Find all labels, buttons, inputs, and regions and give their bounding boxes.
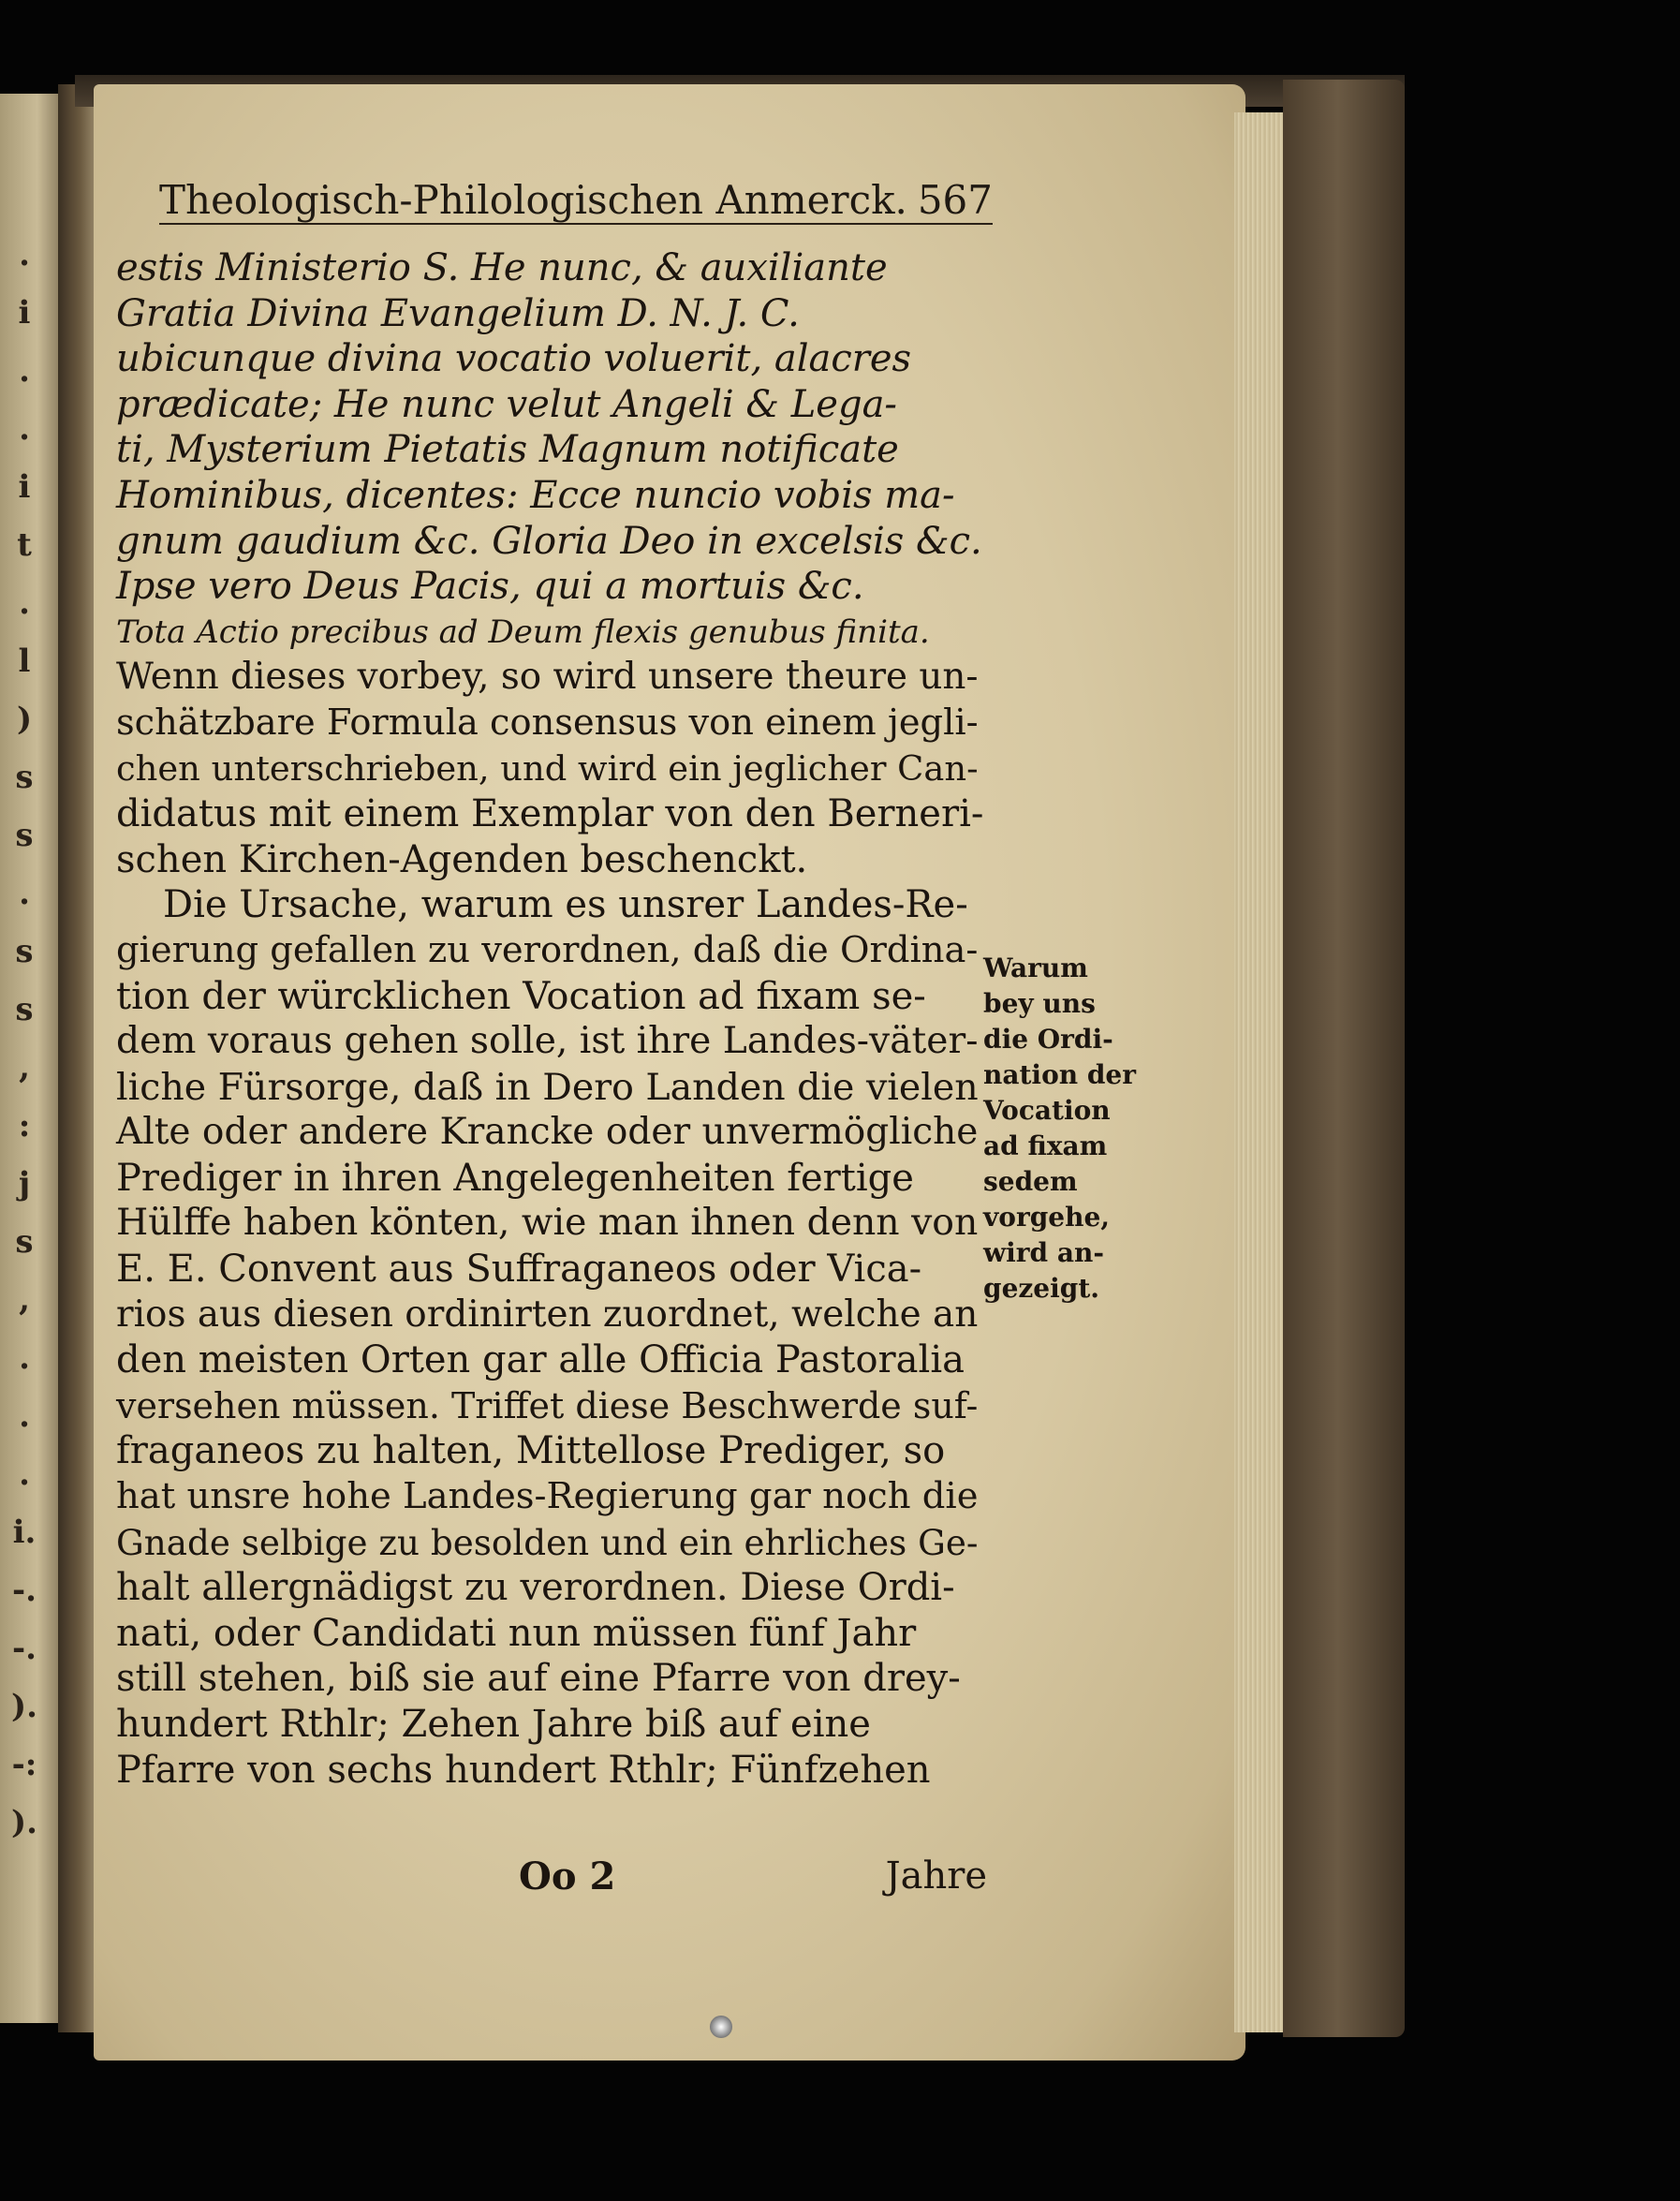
text-line	[116, 746, 987, 792]
margin-fragment: s	[15, 1223, 34, 1261]
text-line	[116, 655, 987, 701]
margin-fragment: s	[15, 933, 34, 970]
text-line	[116, 336, 987, 382]
margin-fragment: i	[18, 294, 31, 332]
text-line-content: Die Ursache, warum es unsrer Landes-Re-	[163, 883, 968, 927]
text-line-content: gierung gefallen zu verordnen, daß die Ordina-	[116, 928, 979, 971]
margin-note-line: vorgehe,	[983, 1202, 1111, 1233]
text-line-content: fraganeos zu halten, Mittellose Prediger, so	[116, 1429, 946, 1473]
margin-fragment: .	[19, 352, 30, 390]
library-stamp-icon	[710, 2016, 732, 2038]
margin-fragment: .	[19, 875, 30, 912]
margin-fragment: -.	[12, 1572, 37, 1609]
margin-fragment: s	[15, 991, 34, 1028]
margin-note-line: Warum	[983, 953, 1088, 983]
margin-fragment: .	[19, 410, 30, 448]
margin-fragment: ).	[11, 1804, 37, 1841]
page-footer	[116, 1854, 987, 1911]
margin-fragment: ).	[11, 1688, 37, 1725]
margin-note-line: nation der	[983, 1059, 1136, 1090]
margin-fragment: i	[18, 468, 31, 506]
text-line	[116, 1565, 987, 1611]
running-title: Theologisch-Philologischen Anmerck.	[159, 177, 907, 223]
body-text	[116, 245, 987, 1793]
margin-note-line: die Ordi-	[983, 1024, 1113, 1055]
text-line	[116, 1337, 987, 1383]
text-line-content: rios aus diesen ordinirten zuordnet, welche an	[116, 1293, 979, 1336]
text-line-content: ti, Mysterium Pietatis Magnum notificate	[116, 428, 899, 472]
signature-mark: Oo 2	[519, 1854, 616, 1898]
text-line	[116, 1428, 987, 1474]
text-line-content: E. E. Convent aus Suffraganeos oder Vica-	[116, 1248, 922, 1292]
cover-board	[1283, 80, 1405, 2037]
text-line-content: estis Ministerio S. He nunc, & auxiliante	[116, 246, 888, 289]
text-line-content: Gnade selbige zu besolden und ein ehrliches Ge-	[116, 1521, 979, 1563]
margin-fragment: )	[16, 701, 33, 738]
margin-fragment: l	[18, 643, 31, 680]
margin-note	[983, 951, 1136, 1307]
text-line	[116, 974, 987, 1020]
text-line-content: dem voraus gehen solle, ist ihre Landes-väter-	[116, 1020, 979, 1063]
catchword: Jahre	[885, 1854, 987, 1898]
text-line-content: still stehen, biß sie auf eine Pfarre von drey-	[116, 1657, 961, 1701]
text-line-content: Ipse vero Deus Pacis, qui a mortuis &c.	[116, 565, 864, 609]
text-line	[116, 1702, 987, 1748]
margin-note-line: ad fixam	[983, 1130, 1108, 1161]
text-line	[116, 1748, 987, 1794]
text-line-content: schen Kirchen-Agenden beschenckt.	[116, 837, 808, 881]
text-line	[116, 245, 987, 291]
text-line	[116, 1247, 987, 1293]
text-line	[116, 564, 987, 610]
text-line-content: halt allergnädigst zu verordnen. Diese Ordi-	[116, 1566, 955, 1610]
margin-fragment: t	[17, 526, 32, 564]
text-line	[116, 291, 987, 337]
text-line-content: Gratia Divina Evangelium D. N. J. C.	[116, 291, 800, 335]
text-line-content: hundert Rthlr; Zehen Jahre biß auf eine	[116, 1703, 871, 1746]
margin-note-line: wird an-	[983, 1237, 1104, 1268]
text-line-content: schätzbare Formula consensus von einem jegli-	[116, 701, 979, 744]
text-line-content: chen unterschrieben, und wird ein jeglicher Can-	[116, 747, 979, 789]
margin-note-line: Vocation	[983, 1095, 1111, 1126]
margin-fragment: -.	[12, 1630, 37, 1667]
text-line	[116, 427, 987, 473]
margin-fragment: .	[19, 236, 30, 273]
text-line-content: Prediger in ihren Angelegenheiten fertige	[116, 1156, 914, 1200]
text-line	[116, 928, 987, 974]
text-line-content: prædicate; He nunc velut Angeli & Lega-	[116, 382, 897, 426]
text-line	[116, 1065, 987, 1111]
margin-fragment: j	[18, 1165, 31, 1203]
text-line-content: didatus mit einem Exemplar von den Berneri-	[116, 792, 984, 836]
text-line	[116, 1019, 987, 1065]
margin-fragment: :	[18, 1107, 31, 1145]
margin-fragment: .	[19, 1397, 30, 1435]
text-line	[116, 1110, 987, 1156]
text-line	[116, 519, 987, 565]
text-line-content: gnum gaudium &c. Gloria Deo in excelsis &c.	[116, 519, 982, 563]
text-line	[116, 837, 987, 883]
margin-note-line: sedem	[983, 1166, 1078, 1197]
margin-fragment: ,	[19, 1049, 30, 1086]
page-fore-edge	[1234, 112, 1287, 2032]
text-line	[116, 1520, 987, 1566]
margin-fragment: i.	[12, 1514, 37, 1551]
margin-fragment: -:	[11, 1746, 37, 1783]
text-line	[116, 1201, 987, 1247]
text-line-content: ubicunque divina vocatio voluerit, alacres	[116, 337, 912, 381]
text-line-content: hat unsre hohe Landes-Regierung gar noch die	[116, 1475, 979, 1518]
text-line	[116, 382, 987, 428]
margin-fragment: s	[15, 817, 34, 854]
text-line	[116, 1293, 987, 1338]
margin-note-line: gezeigt.	[983, 1273, 1100, 1304]
left-margin-fragments	[6, 236, 43, 1841]
text-line-content: liche Fürsorge, daß in Dero Landen die vielen	[116, 1065, 979, 1109]
text-line-content: Wenn dieses vorbey, so wird unsere theure un-	[116, 656, 979, 699]
text-line	[116, 610, 987, 656]
text-line	[116, 1611, 987, 1657]
text-line	[116, 882, 987, 928]
text-line	[116, 791, 987, 837]
margin-note-line: bey uns	[983, 988, 1096, 1019]
text-line-content: Hominibus, dicentes: Ecce nuncio vobis ma-	[116, 473, 955, 517]
running-header	[159, 169, 993, 225]
page-number: 567	[917, 177, 993, 223]
text-line	[116, 1474, 987, 1520]
text-line	[116, 1656, 987, 1702]
text-line-content: Hülffe haben könten, wie man ihnen denn von	[116, 1202, 979, 1245]
text-line-content: Tota Actio precibus ad Deum flexis genubus finita.	[116, 613, 930, 651]
margin-fragment: .	[19, 584, 30, 622]
text-line-content: Alte oder andere Krancke oder unvermögliche	[116, 1111, 979, 1154]
text-line-content: tion der würcklichen Vocation ad fixam se-	[116, 974, 926, 1018]
text-line	[116, 701, 987, 746]
text-line-content: Pfarre von sechs hundert Rthlr; Fünfzehen	[116, 1748, 931, 1792]
text-line	[116, 473, 987, 519]
text-line-content: nati, oder Candidati nun müssen fünf Jahr	[116, 1611, 917, 1655]
text-line-content: den meisten Orten gar alle Officia Pastoralia	[116, 1338, 965, 1382]
margin-fragment: .	[19, 1455, 30, 1493]
text-line	[116, 1156, 987, 1202]
text-line-content: versehen müssen. Triffet diese Beschwerde suf-	[116, 1384, 979, 1426]
text-line	[116, 1383, 987, 1429]
margin-fragment: s	[15, 759, 34, 796]
margin-fragment: .	[19, 1339, 30, 1377]
margin-fragment: ,	[19, 1281, 30, 1319]
